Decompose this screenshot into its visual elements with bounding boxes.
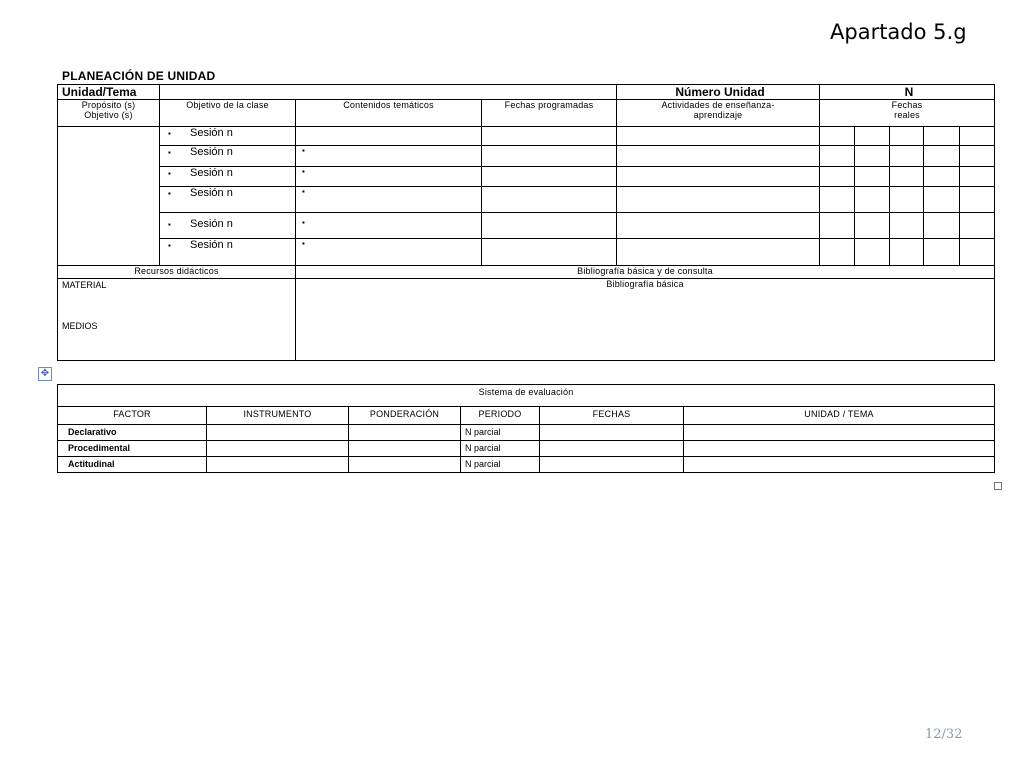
bullet-icon: ▪ <box>168 189 171 198</box>
actividades-cell[interactable] <box>617 127 820 146</box>
fecha-real-cell[interactable] <box>855 167 890 187</box>
actividades-cell[interactable] <box>617 239 820 266</box>
fecha-real-cell[interactable] <box>890 167 924 187</box>
bibliografia-cell[interactable] <box>296 279 995 361</box>
page-number: 12/32 <box>925 727 963 742</box>
bullet-icon: ▪ <box>302 218 305 227</box>
col-header-contenidos: Contenidos temáticos <box>296 100 482 127</box>
instrumento-cell[interactable] <box>207 457 349 473</box>
session-label: Sesión n <box>190 167 233 179</box>
bullet-icon: ▪ <box>302 167 305 176</box>
fecha-real-cell[interactable] <box>924 187 960 213</box>
session-objective[interactable] <box>160 239 296 266</box>
actividades-cell[interactable] <box>617 146 820 167</box>
col-header-actividades: Actividades de enseñanza- aprendizaje <box>617 100 820 127</box>
unidad-tema-cell[interactable] <box>684 425 995 441</box>
col-header-fechas-reales: Fechas reales <box>820 100 995 127</box>
bullet-icon: ▪ <box>168 129 171 138</box>
fecha-real-cell[interactable] <box>960 146 995 167</box>
fecha-real-cell[interactable] <box>855 127 890 146</box>
col-header-objetivo: Objetivo de la clase <box>160 100 296 127</box>
col-header-fechas-programadas: Fechas programadas <box>482 100 617 127</box>
session-label: Sesión n <box>190 239 233 251</box>
unidad-tema-cell[interactable] <box>684 457 995 473</box>
recursos-header: Recursos didácticos <box>58 266 296 279</box>
actividades-cell[interactable] <box>617 213 820 239</box>
session-objective[interactable] <box>160 213 296 239</box>
fecha-real-cell[interactable] <box>820 213 855 239</box>
eval-header-factor: FACTOR <box>58 407 207 425</box>
fecha-real-cell[interactable] <box>960 239 995 266</box>
bullet-icon: ▪ <box>168 241 171 250</box>
fechas-programadas-cell[interactable] <box>482 146 617 167</box>
fecha-real-cell[interactable] <box>960 187 995 213</box>
fecha-real-cell[interactable] <box>924 146 960 167</box>
session-label: Sesión n <box>190 127 233 139</box>
actividades-cell[interactable] <box>617 167 820 187</box>
session-label: Sesión n <box>190 187 233 199</box>
bullet-icon: ▪ <box>302 187 305 196</box>
numero-unidad-value: N <box>820 85 995 100</box>
factor-cell: Procedimental <box>58 441 207 457</box>
contenidos-cell[interactable] <box>296 127 482 146</box>
contenidos-cell[interactable] <box>296 167 482 187</box>
fecha-real-cell[interactable] <box>924 167 960 187</box>
slide-heading: Apartado 5.g <box>830 20 967 44</box>
fechas-programadas-cell[interactable] <box>482 127 617 146</box>
fecha-real-cell[interactable] <box>855 187 890 213</box>
fecha-real-cell[interactable] <box>960 213 995 239</box>
document-title: PLANEACIÓN DE UNIDAD <box>62 69 216 83</box>
periodo-cell: N parcial <box>461 441 540 457</box>
fecha-real-cell[interactable] <box>890 146 924 167</box>
fecha-real-cell[interactable] <box>890 187 924 213</box>
bibliografia-header: Bibliografía básica y de consulta <box>296 266 995 279</box>
factor-cell: Actitudinal <box>58 457 207 473</box>
medios-label: MEDIOS <box>62 321 98 331</box>
fechas-programadas-cell[interactable] <box>482 187 617 213</box>
bullet-icon: ▪ <box>168 148 171 157</box>
instrumento-cell[interactable] <box>207 441 349 457</box>
ponderacion-cell[interactable] <box>349 457 461 473</box>
fecha-real-cell[interactable] <box>855 146 890 167</box>
unidad-tema-label: Unidad/Tema <box>58 85 160 100</box>
fechas-cell[interactable] <box>540 457 684 473</box>
fecha-real-cell[interactable] <box>855 239 890 266</box>
ponderacion-cell[interactable] <box>349 425 461 441</box>
resize-icon[interactable] <box>994 482 1002 490</box>
fecha-real-cell[interactable] <box>820 127 855 146</box>
fecha-real-cell[interactable] <box>960 127 995 146</box>
fechas-cell[interactable] <box>540 425 684 441</box>
fechas-programadas-cell[interactable] <box>482 239 617 266</box>
session-objective[interactable] <box>160 127 296 146</box>
unidad-tema-cell[interactable] <box>684 441 995 457</box>
fecha-real-cell[interactable] <box>890 127 924 146</box>
fechas-programadas-cell[interactable] <box>482 167 617 187</box>
periodo-cell: N parcial <box>461 457 540 473</box>
evaluation-title: Sistema de evaluación <box>58 385 995 407</box>
session-objective[interactable] <box>160 146 296 167</box>
eval-header-instrumento: INSTRUMENTO <box>207 407 349 425</box>
bibliografia-basica-label: Bibliografía básica <box>606 279 684 289</box>
fecha-real-cell[interactable] <box>855 213 890 239</box>
bullet-icon: ▪ <box>302 239 305 248</box>
fecha-real-cell[interactable] <box>820 146 855 167</box>
material-label: MATERIAL <box>62 280 107 290</box>
contenidos-cell[interactable] <box>296 213 482 239</box>
session-objective[interactable] <box>160 187 296 213</box>
fecha-real-cell[interactable] <box>890 213 924 239</box>
eval-header-periodo: PERIODO <box>461 407 540 425</box>
periodo-cell: N parcial <box>461 425 540 441</box>
bullet-icon: ▪ <box>168 169 171 178</box>
move-icon[interactable]: ✥ <box>38 367 52 381</box>
ponderacion-cell[interactable] <box>349 441 461 457</box>
bullet-icon: ▪ <box>168 220 171 229</box>
fecha-real-cell[interactable] <box>924 213 960 239</box>
contenidos-cell[interactable] <box>296 239 482 266</box>
planning-table <box>57 84 995 361</box>
col-header-proposito: Propósito (s) Objetivo (s) <box>58 100 160 127</box>
session-objective[interactable] <box>160 167 296 187</box>
fecha-real-cell[interactable] <box>960 167 995 187</box>
fecha-real-cell[interactable] <box>924 239 960 266</box>
fecha-real-cell[interactable] <box>890 239 924 266</box>
eval-header-fechas: FECHAS <box>540 407 684 425</box>
proposito-cell[interactable] <box>58 127 160 266</box>
fechas-cell[interactable] <box>540 441 684 457</box>
fecha-real-cell[interactable] <box>924 127 960 146</box>
fecha-real-cell[interactable] <box>820 167 855 187</box>
eval-header-ponderacion: PONDERACIÓN <box>349 407 461 425</box>
bullet-icon: ▪ <box>302 146 305 155</box>
unidad-tema-value[interactable] <box>160 85 617 100</box>
fechas-programadas-cell[interactable] <box>482 213 617 239</box>
eval-header-unidad-tema: UNIDAD / TEMA <box>684 407 995 425</box>
evaluation-table <box>57 384 995 473</box>
actividades-cell[interactable] <box>617 187 820 213</box>
contenidos-cell[interactable] <box>296 146 482 167</box>
fecha-real-cell[interactable] <box>820 187 855 213</box>
recursos-cell[interactable] <box>58 279 296 361</box>
numero-unidad-label: Número Unidad <box>617 85 820 100</box>
instrumento-cell[interactable] <box>207 425 349 441</box>
factor-cell: Declarativo <box>58 425 207 441</box>
session-label: Sesión n <box>190 218 233 230</box>
fecha-real-cell[interactable] <box>820 239 855 266</box>
session-label: Sesión n <box>190 146 233 158</box>
contenidos-cell[interactable] <box>296 187 482 213</box>
